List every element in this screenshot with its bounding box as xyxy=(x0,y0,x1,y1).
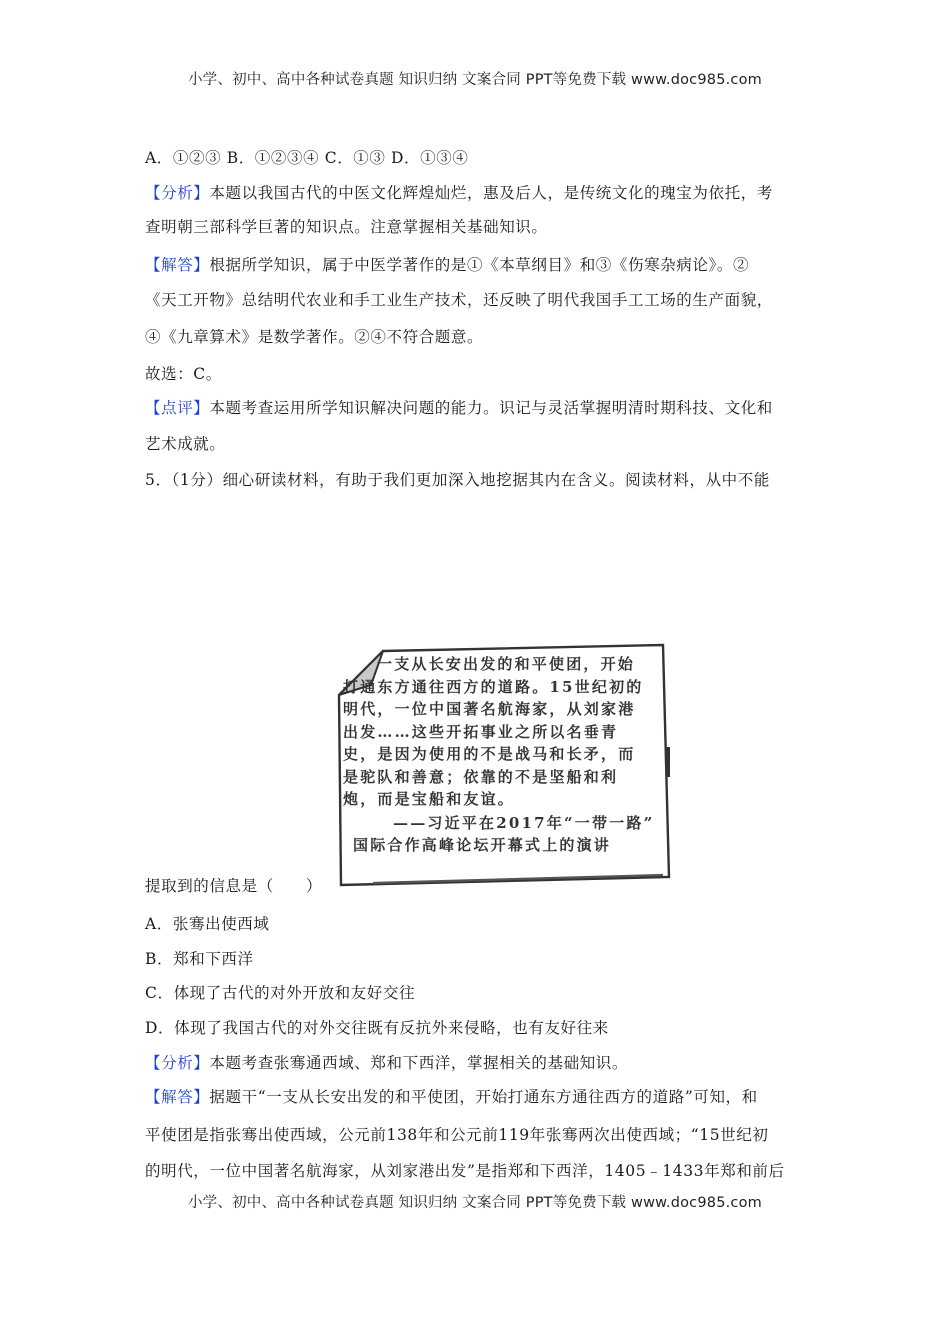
q5-option-b xyxy=(145,949,810,969)
quote-line: 炮，而是宝船和友谊。 xyxy=(343,790,516,808)
answer-tag: 【解答】 xyxy=(145,256,210,274)
page-header: 小学、初中、高中各种试卷真题 知识归纳 文案合同 PPT等免费下载 www.doc985.com xyxy=(187,72,763,88)
quote-line: 史，是因为使用的不是战马和长矛，而 xyxy=(343,745,636,763)
q5-stem-line2: 提取到的信息是（ ） xyxy=(145,877,323,895)
q5-answer-line2: 平使团是指张骞出使西域，公元前138年和公元前119年张骞两次出使西域；“15世纪初 xyxy=(145,1126,769,1144)
quote-line: 出发……这些开拓事业之所以名垂青 xyxy=(343,722,619,741)
material-quote xyxy=(343,647,661,857)
option-text: 体现了我国古代的对外交往既有反抗外来侵略，也有友好往来 xyxy=(174,1019,609,1037)
q4-comment-text: 本题考查运用所学知识解决问题的能力。识记与灵活掌握明清时期科技、文化和 xyxy=(209,399,773,417)
q4-answer-text: 根据所学知识，属于中医学著作的是①《本草纲目》和③《伤寒杂病论》。② xyxy=(209,256,750,274)
option-text: 郑和下西洋 xyxy=(173,950,254,968)
q5-answer-text: 据题干“一支从长安出发的和平使团，开始打通东方通往西方的道路”可知，和 xyxy=(209,1088,758,1106)
quote-source: 国际合作高峰论坛开幕式上的演讲 xyxy=(353,836,612,854)
q4-analysis-text: 本题以我国古代的中医文化辉煌灿烂，惠及后人，是传统文化的瑰宝为依托，考 xyxy=(209,184,773,202)
quote-line: 明代，一位中国著名航海家，从刘家港 xyxy=(343,700,636,718)
q5-option-a xyxy=(145,914,810,934)
quote-line: 一支从长安出发的和平使团，开始 xyxy=(377,655,636,673)
q4-answer-line1 xyxy=(145,255,810,275)
q4-answer-line3: ④《九章算术》是数学著作。②④不符合题意。 xyxy=(145,328,484,346)
analysis-tag: 【分析】 xyxy=(145,184,210,202)
answer-tag: 【解答】 xyxy=(145,1088,210,1106)
q5-option-c xyxy=(145,983,810,1003)
q4-choice: 故选：C。 xyxy=(145,365,222,383)
q5-option-d xyxy=(145,1018,810,1038)
analysis-tag: 【分析】 xyxy=(145,1054,210,1072)
option-label: D． xyxy=(145,1019,175,1037)
material-figure xyxy=(333,637,671,887)
option-label: B． xyxy=(145,950,174,968)
q5-stem-line1: 5．（1分）细心研读材料，有助于我们更加深入地挖据其内在含义。阅读材料，从中不能 xyxy=(145,471,770,489)
option-text: 体现了古代的对外开放和友好交往 xyxy=(173,984,416,1002)
q5-answer-line1 xyxy=(145,1087,810,1107)
q5-answer-line3: 的明代，一位中国著名航海家，从刘家港出发”是指郑和下西洋，1405﹣1433年郑和前后 xyxy=(145,1162,785,1180)
quote-line: 是驼队和善意；依靠的不是坚船和利 xyxy=(343,767,619,786)
q4-comment-line1 xyxy=(145,398,810,418)
quote-line: 打通东方通往西方的道路。15世纪初的 xyxy=(343,677,644,696)
q4-comment-line2: 艺术成就。 xyxy=(145,435,226,453)
option-label: C． xyxy=(145,984,174,1002)
page-footer: 小学、初中、高中各种试卷真题 知识归纳 文案合同 PPT等免费下载 www.doc985.com xyxy=(187,1195,763,1211)
q4-analysis-line2: 查明朝三部科学巨著的知识点。注意掌握相关基础知识。 xyxy=(145,218,548,236)
quote-source: ——习近平在2017年“一带一路” xyxy=(393,813,655,832)
option-label: A． xyxy=(145,915,173,933)
q5-analysis-text: 本题考查张骞通西域、郑和下西洋，掌握相关的基础知识。 xyxy=(209,1054,629,1072)
q4-analysis-line1 xyxy=(145,183,810,203)
q4-answer-line2: 《天工开物》总结明代农业和手工业生产技术，还反映了明代我国手工工场的生产面貌， xyxy=(145,291,773,309)
option-text: 张骞出使西域 xyxy=(172,915,270,933)
q5-analysis-line1 xyxy=(145,1053,810,1073)
q4-options: A．①②③ B．①②③④ C．①③ D．①③④ xyxy=(145,149,469,167)
comment-tag: 【点评】 xyxy=(145,399,210,417)
